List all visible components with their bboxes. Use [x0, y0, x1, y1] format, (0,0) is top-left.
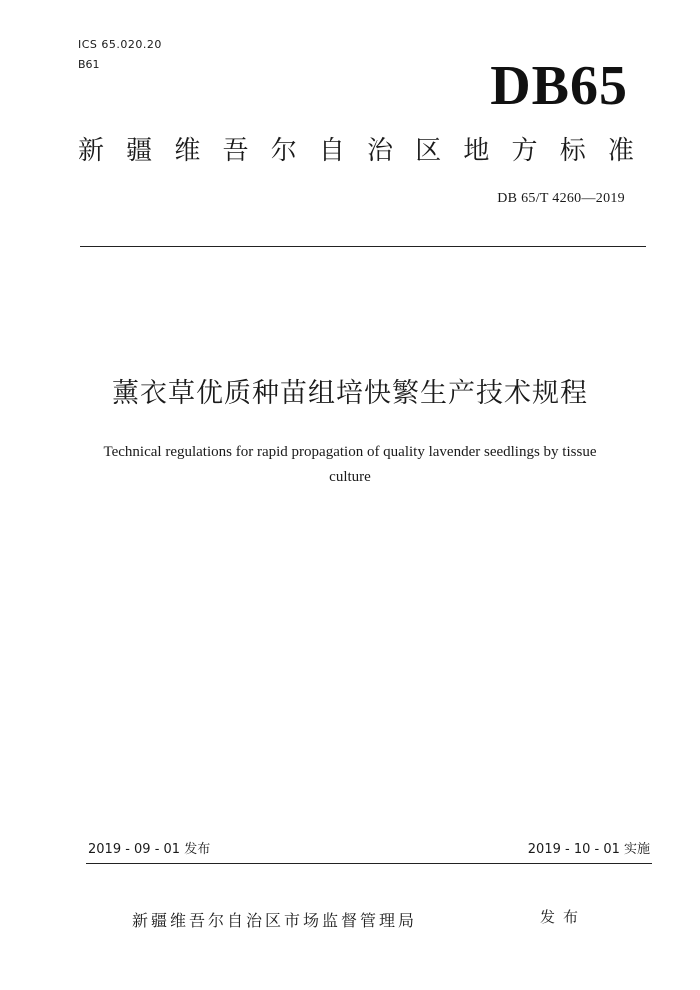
title-en-line: Technical regulations for rapid propagation of quality lavender seedlings by tissue: [103, 444, 597, 460]
title-char: 地: [463, 136, 490, 166]
publish-label: 发布: [540, 908, 587, 926]
title-char: 自: [318, 136, 345, 166]
document-title-en: [60, 440, 640, 490]
db65-logo: DB65: [490, 55, 628, 117]
title-char: 方: [511, 136, 538, 166]
implementation-date: 2019 - 10 - 01 实施: [527, 842, 650, 857]
title-char: 准: [607, 136, 634, 166]
header-divider: [80, 246, 646, 247]
publisher-name: 新疆维吾尔自治区市场监督管理局: [132, 911, 418, 930]
title-char: 吾: [222, 136, 249, 166]
title-char: 新: [78, 136, 105, 166]
title-char: 疆: [126, 136, 153, 166]
standard-category-title: [78, 138, 634, 164]
issue-date: 2019 - 09 - 01 发布: [88, 842, 211, 857]
title-char: 维: [174, 136, 201, 166]
title-en-line: culture: [329, 469, 371, 485]
title-char: 区: [415, 136, 442, 166]
title-char: 标: [559, 136, 586, 166]
document-title-cn: 薰衣草优质种苗组培快繁生产技术规程: [112, 378, 588, 409]
ccs-code: B61: [78, 58, 100, 71]
title-char: 尔: [270, 136, 297, 166]
standard-number: DB 65/T 4260—2019: [497, 191, 625, 206]
footer-divider: [86, 863, 652, 864]
ics-code: ICS 65.020.20: [78, 38, 162, 51]
title-char: 治: [367, 136, 394, 166]
